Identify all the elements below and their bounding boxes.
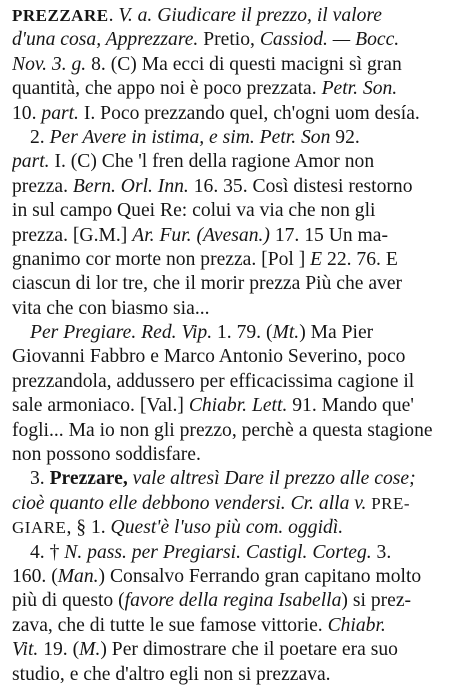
- text-segment: zava, che di tutte le sue famose vittorie.: [12, 614, 328, 636]
- text-segment: 10.: [12, 102, 42, 124]
- text-segment: Ar. Fur. (Avesan.): [132, 224, 270, 246]
- text-segment: Per Pregiare. Red. Vip.: [30, 322, 213, 344]
- text-segment: Prezzare,: [49, 468, 128, 490]
- text-segment: PREZZARE: [12, 6, 109, 25]
- text-segment: 2.: [30, 126, 50, 148]
- text-line: [12, 199, 470, 223]
- text-segment: prezza. [G.M.]: [12, 224, 133, 246]
- text-segment: part.: [41, 102, 79, 124]
- text-segment: favore della regina Isabella: [124, 590, 342, 612]
- text-line: [12, 370, 470, 394]
- text-line: [12, 224, 470, 248]
- text-segment: cioè quanto elle debbono vendersi. Cr. alla v.: [12, 492, 367, 514]
- text-segment: Chiabr. Lett.: [188, 395, 288, 417]
- text-line: [12, 77, 470, 101]
- text-segment: prezzandola, addussero per efficacissima cagione il: [12, 370, 415, 392]
- text-segment: 92.: [330, 126, 360, 148]
- text-segment: , § 1.: [66, 517, 111, 539]
- text-segment: prezza.: [12, 175, 73, 197]
- text-line: [12, 663, 470, 687]
- text-segment: in sul campo Quei Re: colui va via che non gli: [12, 200, 376, 222]
- text-segment: 1. 79. (: [212, 322, 273, 344]
- text-line: [12, 345, 470, 369]
- text-segment: ciascun di lor tre, che il morir prezza Più che aver: [12, 273, 403, 295]
- text-segment: quantità, che appo noi è poco prezzata.: [12, 78, 322, 100]
- text-segment: 160. (: [12, 565, 58, 587]
- text-segment: 4. †: [30, 541, 65, 563]
- text-line: [12, 467, 470, 491]
- text-line: [12, 492, 470, 516]
- text-segment: d'una cosa, Apprezzare.: [12, 29, 199, 51]
- text-line: [12, 126, 470, 150]
- text-segment: Pretio,: [198, 29, 260, 51]
- text-segment: V. a. Giudicare il prezzo, il valore: [118, 5, 382, 26]
- text-line: [12, 541, 470, 565]
- text-line: [12, 175, 470, 199]
- text-segment: Quest'è l'uso più com. oggidì.: [110, 517, 344, 539]
- text-segment: 8. (C) Ma ecci di questi macigni sì gran: [86, 53, 402, 75]
- text-line: [12, 589, 470, 613]
- text-segment: più di questo (: [12, 590, 125, 612]
- dictionary-entry: [12, 4, 470, 685]
- text-line: [12, 150, 470, 174]
- text-segment: ) Consalvo Ferrando gran capitano molto: [98, 565, 422, 587]
- text-line: [12, 321, 470, 345]
- text-segment: ) si prez-: [341, 590, 412, 612]
- text-segment: part.: [12, 151, 50, 173]
- text-segment: GIARE: [12, 518, 67, 538]
- text-segment: .: [108, 5, 119, 26]
- text-line: [12, 53, 470, 77]
- text-segment: vale altresì Dare il prezzo alle cose;: [127, 468, 416, 490]
- text-segment: Giovanni Fabbro e Marco Antonio Severino, poco: [12, 346, 406, 368]
- text-segment: 91. Mando que': [287, 395, 414, 417]
- text-segment: Mt.: [272, 322, 300, 344]
- text-segment: ) Ma Pier: [299, 322, 374, 344]
- text-line: [12, 4, 470, 28]
- text-segment: Per Avere in istima, e sim. Petr. Son: [49, 126, 331, 148]
- text-segment: Nov. 3. g.: [12, 53, 87, 75]
- text-segment: I. Poco prezzando quel, ch'ogni uom desía.: [78, 102, 420, 124]
- text-segment: M.: [79, 639, 101, 661]
- text-line: [12, 516, 470, 540]
- text-segment: 16. 35. Così distesi restorno: [188, 175, 413, 197]
- text-line: [12, 638, 470, 662]
- text-segment: sale armoniaco. [Val.]: [12, 395, 189, 417]
- text-segment: Chiabr.: [327, 614, 386, 636]
- text-segment: Petr. Son.: [321, 78, 398, 100]
- text-segment: 22. 76. E: [322, 248, 398, 270]
- text-segment: Cassiod. — Bocc.: [259, 29, 400, 51]
- text-segment: 17. 15 Un ma-: [269, 224, 389, 246]
- text-segment: PRE-: [366, 493, 411, 513]
- text-line: [12, 443, 470, 467]
- text-line: [12, 419, 470, 443]
- text-segment: non possono soddisfare.: [12, 444, 201, 466]
- text-segment: 3.: [30, 468, 50, 490]
- text-segment: 3.: [371, 541, 392, 563]
- text-segment: Bern. Orl. Inn.: [72, 175, 189, 197]
- text-line: [12, 28, 470, 52]
- text-segment: fogli... Ma io non gli prezzo, perchè a questa stagione: [12, 419, 433, 441]
- text-line: [12, 102, 470, 126]
- text-segment: studio, e che d'altro egli non si prezzava.: [12, 663, 331, 685]
- text-segment: ) Per dimostrare che il poetare era suo: [100, 639, 398, 661]
- text-line: [12, 565, 470, 589]
- text-segment: Man.: [57, 565, 99, 587]
- text-line: [12, 394, 470, 418]
- text-line: [12, 272, 470, 296]
- text-line: [12, 248, 470, 272]
- text-line: [12, 614, 470, 638]
- text-segment: E: [310, 248, 323, 270]
- text-segment: vita che con biasmo sia...: [12, 297, 210, 319]
- text-segment: 19. (: [38, 639, 80, 661]
- text-segment: I. (C) Che 'l fren della ragione Amor non: [49, 151, 375, 173]
- text-segment: gnanimo cor morte non prezza. [Pol ]: [12, 248, 311, 270]
- text-line: [12, 297, 470, 321]
- text-segment: N. pass. per Pregiarsi. Castigl. Corteg.: [64, 541, 372, 563]
- text-segment: Vit.: [12, 639, 39, 661]
